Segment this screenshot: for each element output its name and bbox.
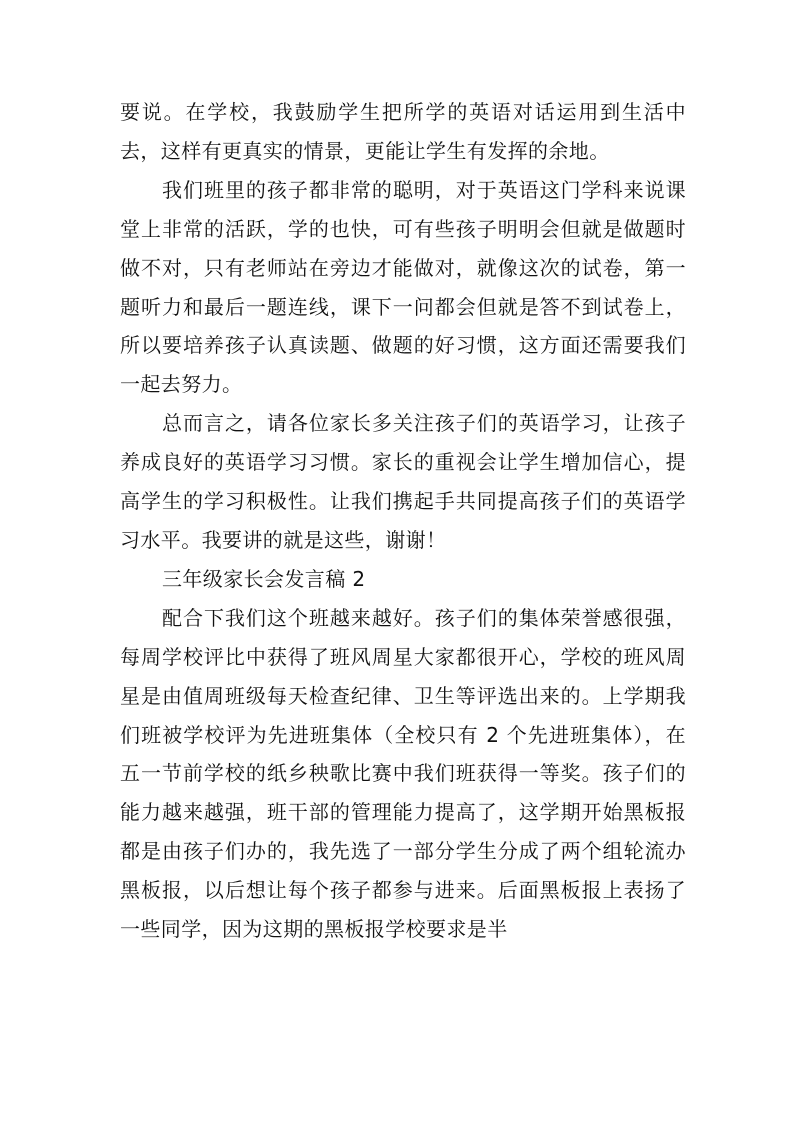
document-body: [120, 93, 686, 949]
paragraph-2: 我们班里的孩子都非常的聪明，对于英语这门学科来说课堂上非常的活跃，学的也快，可有些孩子明明会但就是做题时做不对，只有老师站在旁边才能做对，就像这次的试卷，第一题听力和最后一题连线，课下一问都会但就是答不到试卷上，所以要培养孩子认真读题、做题的好习惯，这方面还需要我们一起去努力。: [120, 177, 686, 397]
section-heading: 三年级家长会发言稿 2: [162, 566, 366, 591]
paragraph-3: 总而言之，请各位家长多关注孩子们的英语学习，让孩子养成良好的英语学习习惯。家长的重视会让学生增加信心，提高学生的学习积极性。让我们携起手共同提高孩子们的英语学习水平。我要讲的就是这些，谢谢！: [120, 411, 686, 552]
section-paragraph: 配合下我们这个班越来越好。孩子们的集体荣誉感很强，每周学校评比中获得了班风周星大家都很开心，学校的班风周星是由值周班级每天检查纪律、卫生等评选出来的。上学期我们班被学校评为先进班集体（全校只有 2 个先进班集体），在五一节前学校的纸乡秧歌比赛中我们班获得一等奖。孩子们的能力越来越强，班干部的管理能力提高了，这学期开始黑板报都是由孩子们办的，我先选了一部分学生分成了两个组轮流办黑板报，以后想让每个孩子都参与进来。后面黑板报上表扬了一些同学，因为这期的黑板报学校要求是半: [120, 605, 686, 942]
paragraph-1: 要说。在学校，我鼓励学生把所学的英语对话运用到生活中去，这样有更真实的情景，更能让学生有发挥的余地。: [120, 100, 686, 163]
